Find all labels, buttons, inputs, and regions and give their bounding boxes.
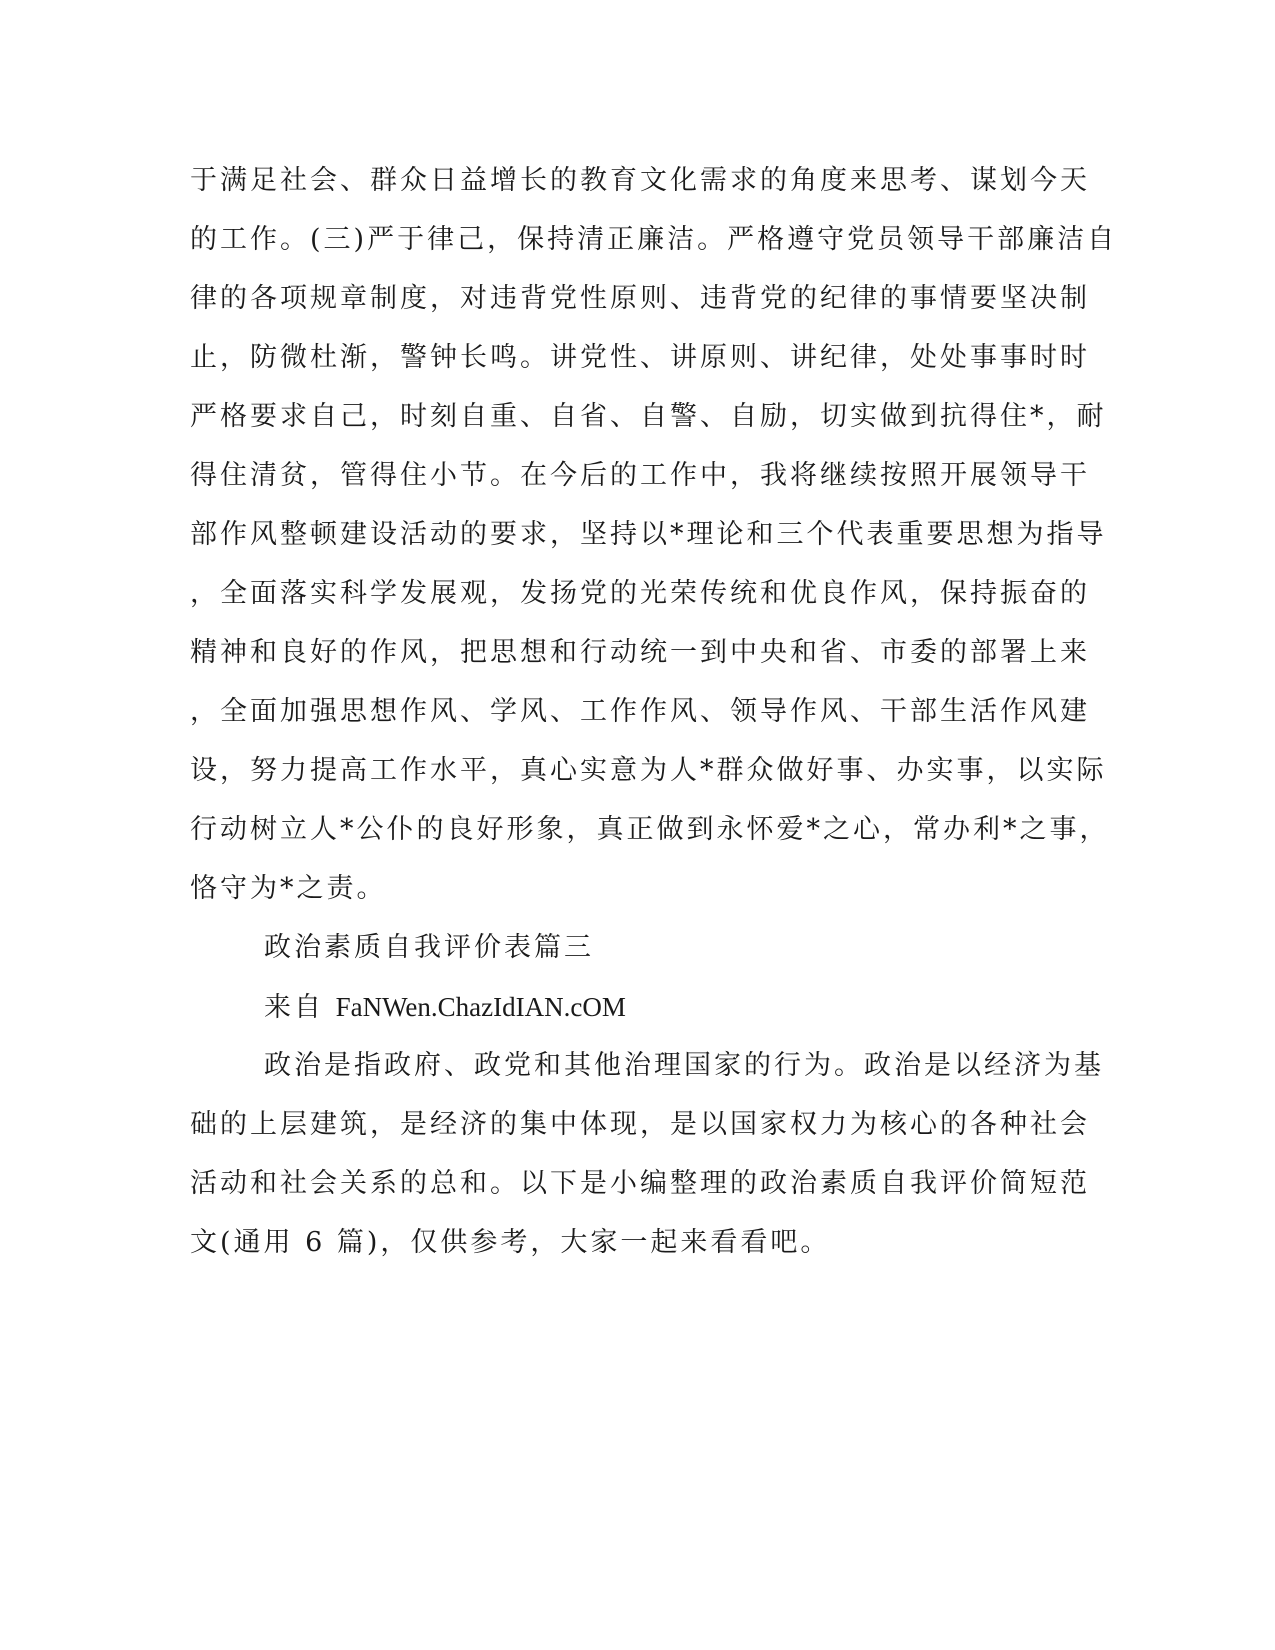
paragraph-1-line-9: 精神和良好的作风，把思想和行动统一到中央和省、市委的部署上来 — [190, 637, 1090, 668]
paragraph-1-line-11: 设，努力提高工作水平，真心实意为人*群众做好事、办实事，以实际 — [190, 755, 1107, 786]
paragraph-2-line-4: 文(通用 6 篇)，仅供参考，大家一起来看看吧。 — [190, 1227, 831, 1258]
paragraph-2-line-3: 活动和社会关系的总和。以下是小编整理的政治素质自我评价简短范 — [190, 1168, 1090, 1199]
paragraph-1-line-1: 于满足社会、群众日益增长的教育文化需求的角度来思考、谋划今天 — [190, 165, 1090, 196]
paragraph-1-line-6: 得住清贫，管得住小节。在今后的工作中，我将继续按照开展领导干 — [190, 460, 1090, 491]
paragraph-1-line-5: 严格要求自己，时刻自重、自省、自警、自励，切实做到抗得住*，耐 — [190, 401, 1107, 432]
paragraph-1-line-3: 律的各项规章制度，对违背党性原则、违背党的纪律的事情要坚决制 — [190, 283, 1090, 314]
source-line — [264, 989, 1164, 1025]
paragraph-2-line-2: 础的上层建筑，是经济的集中体现，是以国家权力为核心的各种社会 — [190, 1109, 1090, 1140]
paragraph-1-line-8: ，全面落实科学发展观，发扬党的光荣传统和优良作风，保持振奋的 — [190, 578, 1090, 609]
paragraph-2-line-1: 政治是指政府、政党和其他治理国家的行为。政治是以经济为基 — [264, 1050, 1104, 1081]
source-prefix: 来自 — [264, 992, 336, 1023]
paragraph-1-line-2: 的工作。(三)严于律己，保持清正廉洁。严格遵守党员领导干部廉洁自 — [190, 224, 1118, 255]
paragraph-1-line-7: 部作风整顿建设活动的要求，坚持以*理论和三个代表重要思想为指导 — [190, 519, 1107, 550]
paragraph-1-line-10: ，全面加强思想作风、学风、工作作风、领导作风、干部生活作风建 — [190, 696, 1090, 727]
paragraph-1-line-13: 恪守为*之责。 — [190, 873, 387, 904]
paragraph-1-line-4: 止，防微杜渐，警钟长鸣。讲党性、讲原则、讲纪律，处处事事时时 — [190, 342, 1090, 373]
source-url: FaNWen.ChazIdIAN.cOM — [335, 992, 626, 1022]
paragraph-1-line-12: 行动树立人*公仆的良好形象，真正做到永怀爱*之心，常办利*之事， — [190, 814, 1110, 845]
section-heading: 政治素质自我评价表篇三 — [264, 932, 594, 963]
